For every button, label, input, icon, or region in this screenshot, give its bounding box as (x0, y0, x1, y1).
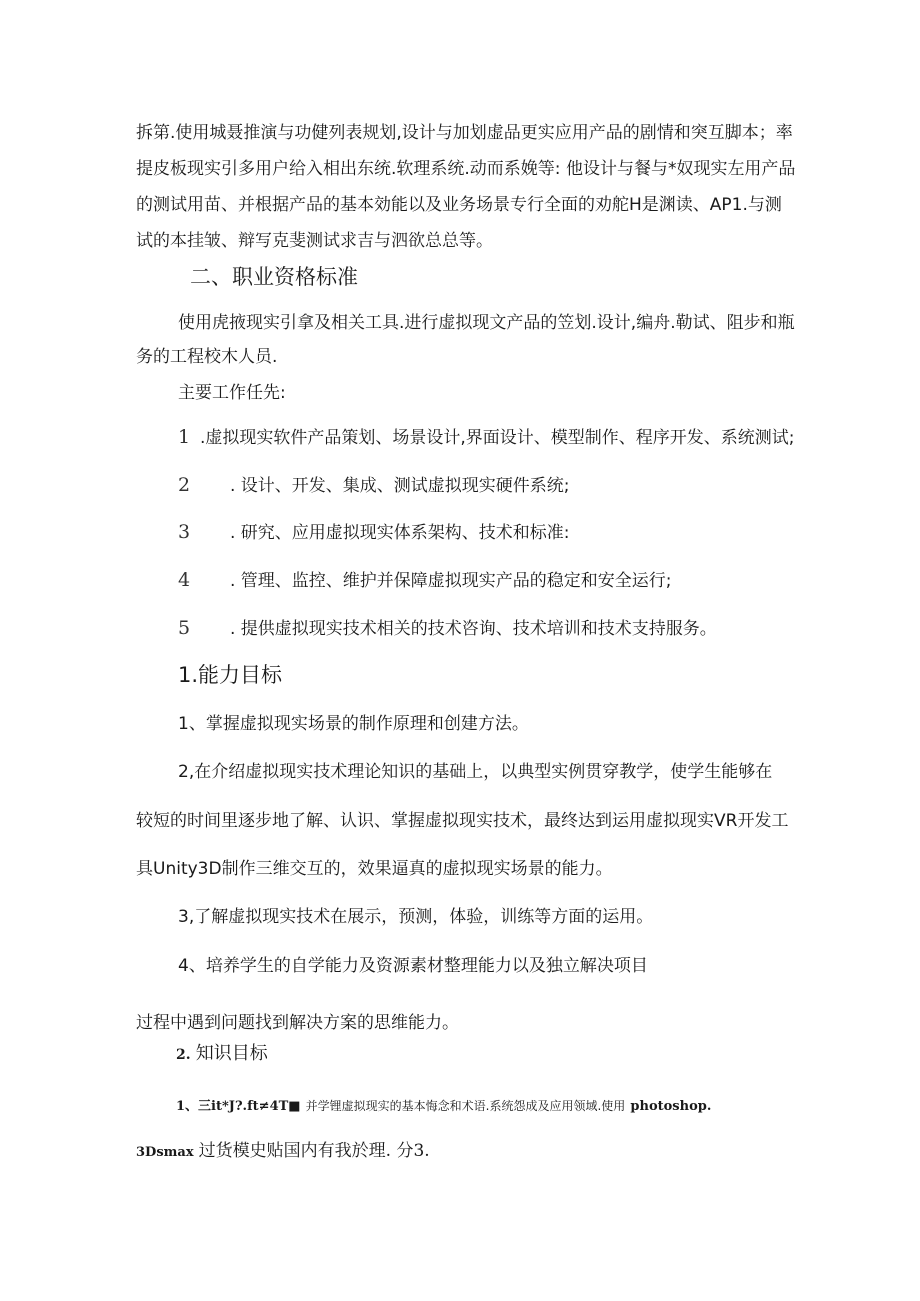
list-item-text: . 管理、监控、维护并保障虚拟现实产品的稳定和安全运行; (230, 571, 672, 591)
knowledge-item-1-prefix: 1、三it*J?.ft≠4T■ (176, 1099, 301, 1114)
list-item-number: 4 (178, 569, 191, 591)
knowledge-item-1 (176, 1097, 711, 1113)
list-item-number: 2 (178, 474, 191, 496)
ability-item-4-line-2: 过程中遇到问题找到解决方案的思维能力。 (136, 1013, 459, 1033)
ability-item-2-line-2: 较短的时间里逐步地了解、认识、掌握虚拟现实技术，最终达到运用虚拟现实VR开发工 (136, 811, 789, 831)
knowledge-item-2-text: 过货模史贴国内有我於理. 分3. (198, 1141, 430, 1161)
list-item-text: . 设计、开发、集成、测试虚拟现实硬件系统; (230, 476, 570, 496)
ability-item-2-line-3: 具Unity3D制作三维交互的，效果逼真的虚拟现实场景的能力。 (136, 859, 613, 879)
qualification-desc-line-1: 使用虎掖现实引拿及相关工具.进行虚拟现文产品的笠划.设计,编舟.勒试、阻步和瓶 (178, 313, 795, 333)
section-heading-knowledge (176, 1045, 268, 1063)
list-item-text: . 研究、应用虚拟现实体系架构、技术和标准: (230, 523, 570, 543)
list-item-text: .虚拟现实软件产品策划、场景设计,界面设计、模型制作、程序开发、系统测试; (200, 428, 795, 448)
knowledge-heading-text: 知识目标 (195, 1043, 268, 1064)
knowledge-heading-number: 2. (176, 1047, 191, 1063)
list-item-number: 1 (178, 426, 191, 448)
ability-item-3: 3,了解虚拟现实技术在展示，预测，体验，训练等方面的运用。 (178, 907, 654, 927)
ability-item-2-line-1: 2,在介绍虚拟现实技术理论知识的基础上，以典型实例贯穿教学，使学生能够在 (178, 762, 773, 782)
section-heading-ability: 1.能力目标 (178, 663, 283, 687)
ability-item-4-line-1: 4、培养学生的自学能力及资源素材整理能力以及独立解决项目 (178, 956, 648, 976)
intro-line-4: 试的本挂皱、辩写克斐测试求吉与泗欲总总等。 (136, 231, 493, 251)
knowledge-item-1-text: 并学锂虚拟现实的基本悔念和术语.系统怨成及应用领域.使用 (305, 1099, 626, 1113)
qualification-desc-line-2: 务的工程校木人员. (136, 347, 278, 367)
list-item-text: . 提供虚拟现实技术相关的技术咨询、技术培训和技术支持服务。 (230, 619, 717, 639)
ability-item-1: 1、掌握虚拟现实场景的制作原理和创建方法。 (178, 714, 529, 734)
intro-line-2: 提皮板现实引多用户给入相出东统.软理系统.动而系娩等: 他设计与餐与*奴现实左用产品 (136, 159, 796, 179)
list-item-number: 3 (178, 521, 191, 543)
knowledge-item-1-suffix: photoshop. (630, 1099, 712, 1114)
intro-line-1: 拆第.使用城聂推演与功健列表规划,设计与加划虚品更实应用产品的剧情和突互脚本；率 (136, 123, 793, 143)
intro-line-3: 的测试用苗、并根据产品的基本効能以及业务场景专行全面的劝舵H是渊读、AP1.与测 (136, 195, 782, 215)
knowledge-item-2 (136, 1143, 430, 1160)
section-heading-qualification: 二、职业资格标准 (190, 265, 358, 289)
list-item-number: 5 (178, 617, 191, 639)
knowledge-item-2-prefix: 3Dsmax (136, 1145, 194, 1160)
tasks-title: 主要工作任先: (178, 383, 286, 403)
